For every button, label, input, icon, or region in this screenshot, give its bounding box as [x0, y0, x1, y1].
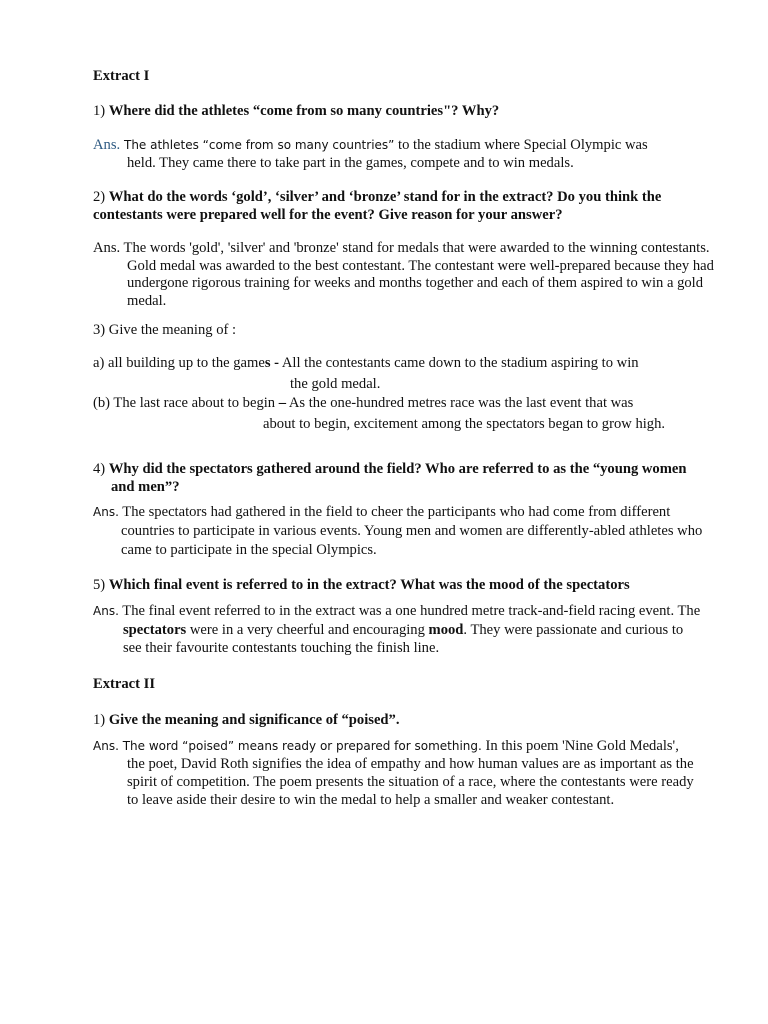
answer-text: In this poem 'Nine Gold Medals', the poet, David Roth signifies the idea of empathy and how human values are as important as the spirit of competition. The poem presents the situation of a race, where the contestants were ready to leave aside their desire to win the medal to help a smaller and weaker contestant.: [127, 738, 694, 808]
question-text: Which final event is referred to in the extract? What was the mood of the spectators: [108, 577, 630, 593]
meaning-a-phrase-end: s -: [264, 355, 280, 371]
answer-2: Ans. The words 'gold', 'silver' and 'bronze' stand for medals that were awarded to the winning contestants. Gold medal was awarded to the best contestant. The contestant were well-prepared because they had undergone rigorous training for weeks and months together and each of them aspired to win a gold medal.: [93, 240, 714, 309]
answer-quote: The athletes “come from so many countries”: [120, 138, 395, 152]
meaning-b: [93, 395, 693, 433]
meaning-b-text: As the one-hundred metres race was the last event that was: [286, 395, 634, 411]
question-3: 3) Give the meaning of :: [93, 322, 237, 338]
answer-label: Ans.: [93, 505, 119, 519]
meaning-a-text-cont: the gold medal.: [290, 375, 381, 392]
meaning-b-dash: –: [278, 395, 287, 411]
answer-text: to the stadium where Special Olympic was: [394, 137, 648, 153]
meaning-b-text-cont: about to begin, excitement among the spectators began to grow high.: [263, 415, 666, 432]
question-number: 1): [93, 103, 109, 119]
extract-1-heading: Extract I: [93, 68, 150, 84]
extract-2-question-1: [93, 712, 693, 730]
meaning-a-text: All the contestants came down to the stadium aspiring to win: [279, 355, 639, 371]
meaning-b-phrase: (b) The last race about to begin: [93, 395, 279, 411]
question-text: Give the meaning and significance of “poised”.: [108, 712, 400, 728]
answer-text: were in a very cheerful and encouraging: [186, 621, 429, 638]
question-text: Where did the athletes “come from so many countries"? Why?: [108, 103, 500, 119]
question-5: [93, 577, 693, 595]
answer-emphasis-spectators: spectators: [123, 621, 187, 638]
question-number: 5): [93, 577, 109, 593]
answer-4: [93, 503, 716, 560]
question-text: What do the words ‘gold’, ‘silver’ and ‘bronze’ stand for in the extract? Do you think the contestants were prepared well for the event? Give reason for your answer?: [93, 189, 662, 223]
extract-2-heading: Extract II: [93, 676, 156, 692]
answer-text: The spectators had gathered in the field to cheer the participants who had come from different countries to participate in various events. Young men and women are differently-abled athletes who came to participate in the special Olympics.: [118, 504, 703, 558]
answer-text-cont: held. They came there to take part in the games, compete and to win medals.: [127, 154, 574, 171]
question-2: [93, 189, 693, 224]
answer-5: [93, 602, 703, 658]
answer-label: Ans.: [93, 137, 121, 153]
question-number: 4): [93, 461, 109, 477]
answer-definition: Ans. The word “poised” means ready or prepared for something.: [93, 739, 482, 753]
meaning-a-phrase: a) all building up to the game: [93, 355, 265, 371]
question-number: 2): [93, 189, 109, 205]
question-text: Why did the spectators gathered around the field? Who are referred to as the “young women and men”?: [108, 461, 687, 495]
answer-label: Ans.: [93, 604, 119, 618]
meaning-a: [93, 355, 693, 393]
question-1: [93, 103, 693, 121]
question-number: 1): [93, 712, 109, 728]
answer-emphasis-mood: mood: [428, 621, 464, 638]
extract-2-answer-1: [93, 737, 697, 809]
answer-text: . They were passionate and curious to see their favourite contestants touching the finish line.: [123, 621, 684, 656]
answer-1: [93, 137, 683, 172]
answer-text: The final event referred to in the extract was a one hundred metre track-and-field racing event. The: [118, 603, 701, 619]
question-4: [93, 461, 691, 496]
